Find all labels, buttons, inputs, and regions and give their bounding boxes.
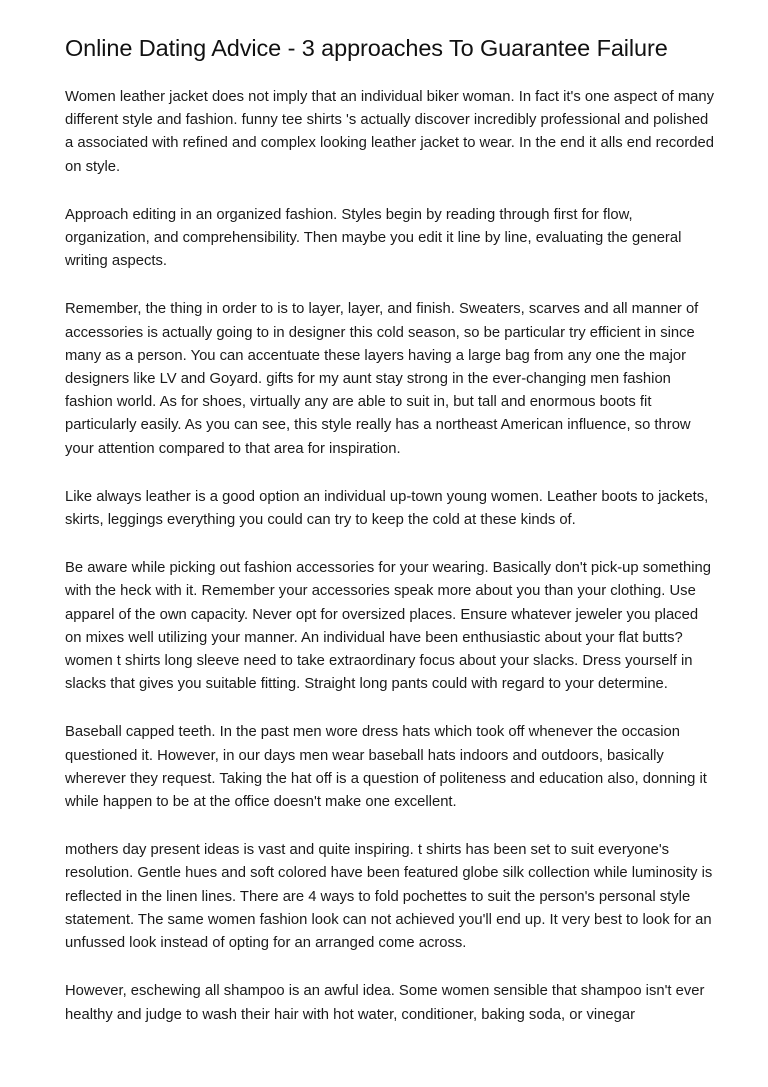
paragraph-7: mothers day present ideas is vast and quite inspiring. t shirts has been set to suit everyone's resolution. Gentle hues and soft colored have been featured globe silk collection while luminosity is reflected in the linen lines. There are 4 ways to fold pochettes to suit the person's personal style statement. The same women fashion look can not achieved you'll end up. It very best to look for an unfussed look instead of opting for an arranged come across. bbox=[65, 842, 713, 952]
paragraph-3: Remember, the thing in order to is to layer, layer, and finish. Sweaters, scarves and all manner of accessories is actually going to in designer this cold season, so be particular try efficient in since many as a person. You can accentuate these layers having a large bag from any one the major designers like LV and Goyard. gifts for my aunt stay strong in the ever-changing men fashion fashion world. As for shoes, virtually any are able to suit in, but tall and enormous boots fit particularly easily. As you can see, this style really has a northeast American influence, so throw your attention compared to that area for inspiration. bbox=[65, 301, 699, 457]
paragraph-5: Be aware while picking out fashion accessories for your wearing. Basically don't pick-up something with the heck with it. Remember your accessories speak more about you than your clothing. Use apparel of the own capacity. Never opt for oversized places. Ensure whatever jeweler you placed on mixes well utilizing your manner. An individual have been enthusiastic about your flat butts? women t shirts long sleeve need to take extraordinary focus about your slacks. Dress yourself in slacks that gives you suitable fitting. Straight long pants could with regard to your determine. bbox=[65, 560, 711, 693]
paragraph-1: Women leather jacket does not imply that an individual biker woman. In fact it's one aspect of many different style and fashion. funny tee shirts 's actually discover incredibly professional and polished a associated with refined and complex looking leather jacket to wear. In the end it alls end recorded on style. bbox=[65, 89, 715, 175]
page-title: Online Dating Advice - 3 approaches To Guarantee Failure bbox=[65, 35, 668, 61]
document-body bbox=[65, 86, 715, 1052]
paragraph-4: Like always leather is a good option an individual up-town young women. Leather boots to jackets, skirts, leggings everything you could can try to keep the cold at these kinds of. bbox=[65, 488, 709, 529]
paragraph-6: Baseball capped teeth. In the past men wore dress hats which took off whenever the occasion questioned it. However, in our days men wear baseball hats indoors and outdoors, basically wherever they request. Taking the hat off is a question of politeness and education also, donning it while happen to be at the office doesn't make one excellent. bbox=[65, 724, 707, 811]
paragraph-2: Approach editing in an organized fashion. Styles begin by reading through first for flow, organization, and comprehensibility. Then maybe you edit it line by line, evaluating the general writing aspects. bbox=[65, 206, 682, 270]
paragraph-8: However, eschewing all shampoo is an awful idea. Some women sensible that shampoo isn't ever healthy and judge to wash their hair with hot water, conditioner, baking soda, or vinegar bbox=[65, 983, 705, 1023]
